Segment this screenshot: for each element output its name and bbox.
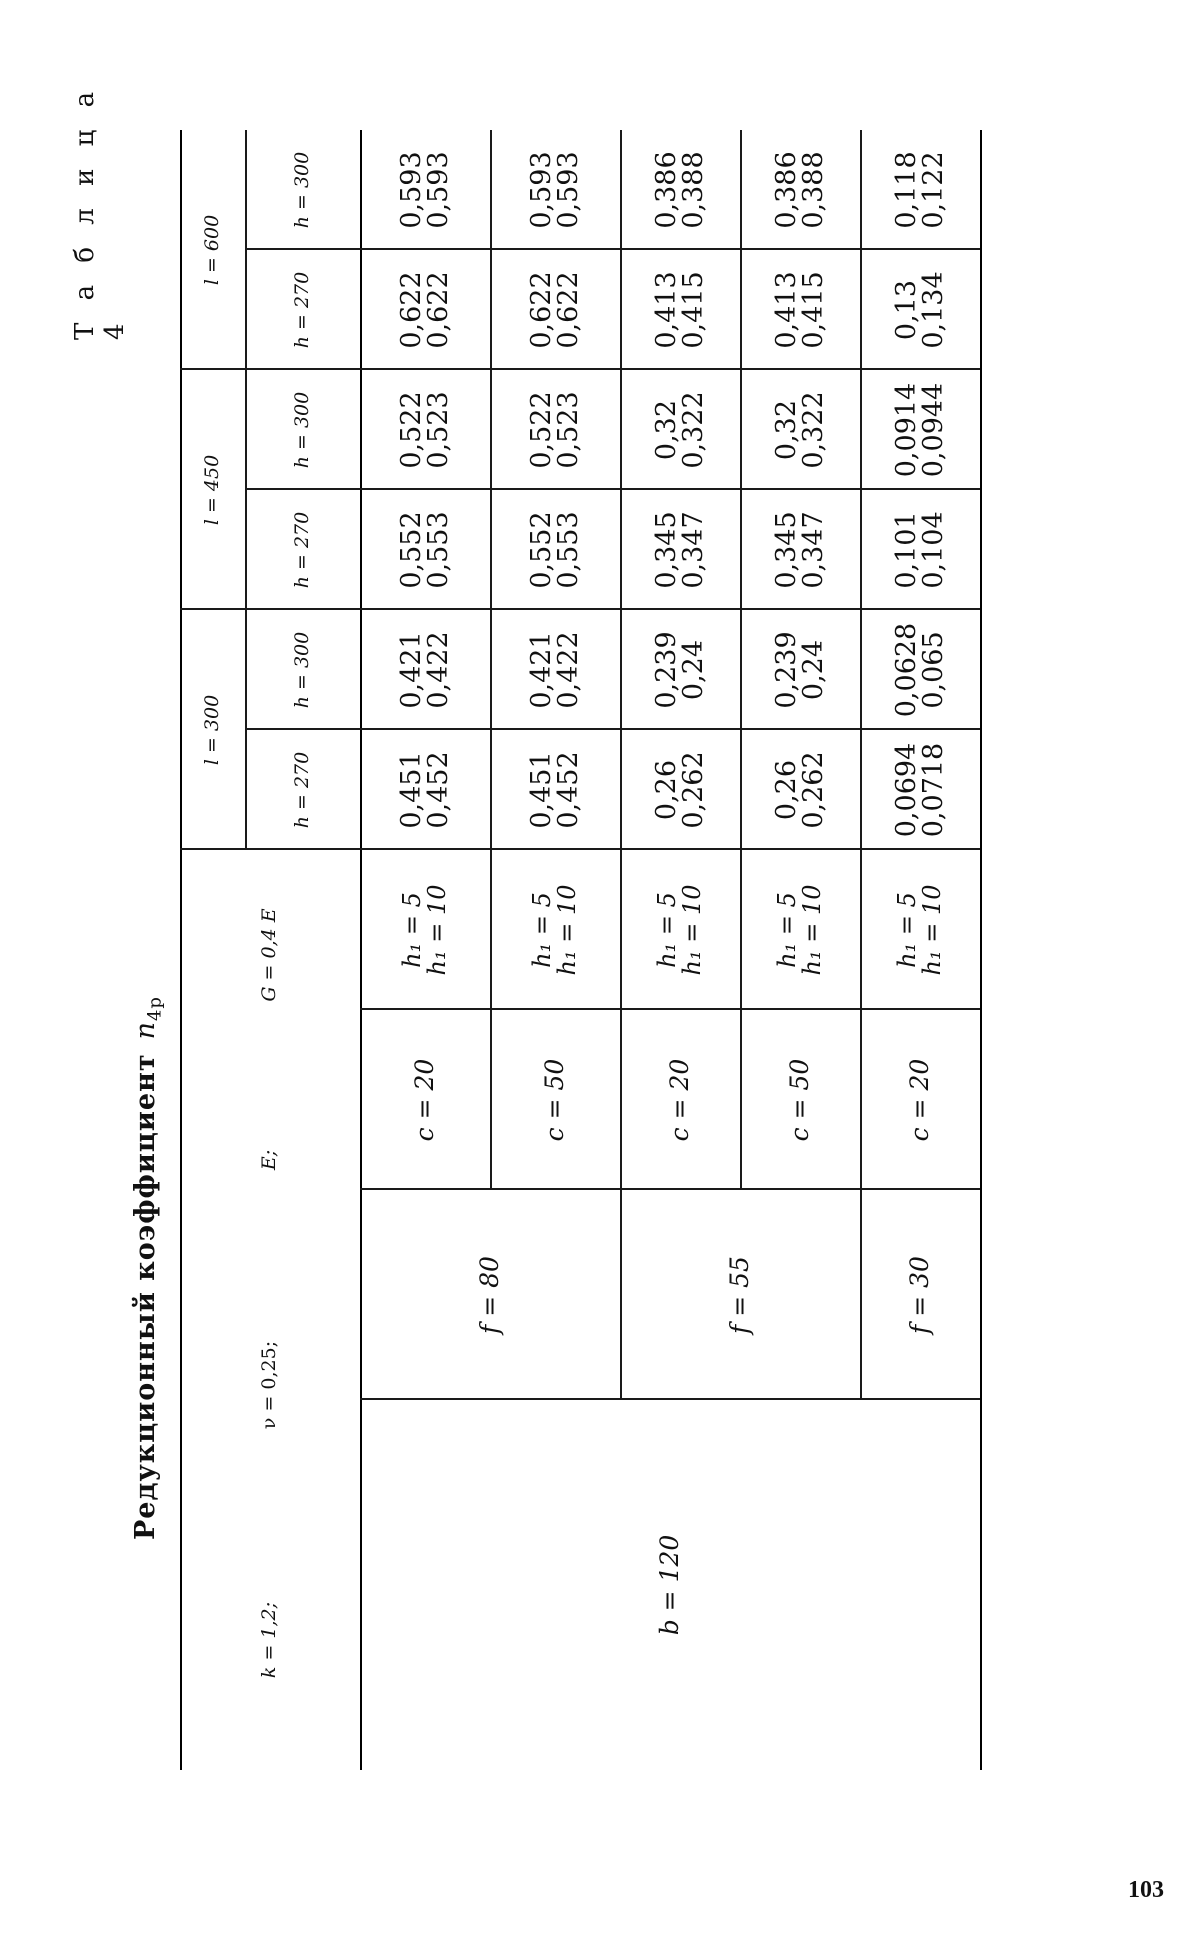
l-group-header: l = 600 <box>200 214 223 286</box>
value-h1-10: 0,0944 <box>918 382 949 478</box>
title-symbol: $n_{4р}$ <box>130 996 166 1040</box>
value-pair <box>773 271 827 348</box>
value-h1-5: 0,413 <box>771 271 802 349</box>
value-pair <box>398 511 452 588</box>
value-h1-10: 0,347 <box>798 511 829 589</box>
value-cell <box>860 730 980 850</box>
h1-value-5: h₁ = 5 <box>772 892 801 968</box>
h1-value-10: h₁ = 10 <box>553 884 581 976</box>
c-label: c = 50 <box>784 1058 814 1142</box>
value-h1-10: 0,065 <box>918 631 949 709</box>
c-label: c = 50 <box>539 1058 569 1142</box>
value-h1-5: 0,622 <box>526 271 557 349</box>
h1-values <box>490 850 620 1010</box>
value-cell <box>860 370 980 490</box>
value-h1-5: 0,13 <box>891 279 922 341</box>
h1-value-10: h₁ = 10 <box>423 884 451 976</box>
value-pair <box>398 751 452 828</box>
value-h1-10: 0,0718 <box>918 742 949 838</box>
f-label: f = 55 <box>724 1256 754 1334</box>
value-pair <box>653 271 707 348</box>
value-cell <box>490 130 620 250</box>
value-cell <box>490 490 620 610</box>
param-g: G = 0,4 E <box>258 908 281 1002</box>
c-label: c = 20 <box>904 1058 934 1142</box>
h1-pair <box>397 884 451 976</box>
h1-pair <box>652 884 706 976</box>
value-cell <box>360 730 490 850</box>
value-h1-10: 0,24 <box>798 639 829 701</box>
value-cell <box>490 370 620 490</box>
value-h1-10: 0,553 <box>423 511 454 589</box>
h-column-header: h = 270 <box>290 271 313 349</box>
h-column-header: h = 300 <box>290 631 313 709</box>
h1-values <box>620 850 740 1010</box>
value-h1-10: 0,388 <box>798 151 829 229</box>
h1-values <box>860 850 980 1010</box>
value-pair <box>893 271 947 348</box>
h1-value-10: h₁ = 10 <box>678 884 706 976</box>
value-h1-10: 0,262 <box>798 751 829 829</box>
value-h1-10: 0,322 <box>678 391 709 469</box>
value-cell <box>860 250 980 370</box>
value-cell <box>360 130 490 250</box>
value-pair <box>653 751 707 828</box>
value-h1-10: 0,262 <box>678 751 709 829</box>
value-pair <box>528 151 582 228</box>
value-h1-5: 0,593 <box>526 151 557 229</box>
f-label: f = 30 <box>904 1256 934 1334</box>
value-cell <box>360 490 490 610</box>
param-k: k = 1,2; <box>258 1601 281 1679</box>
h1-value-5: h₁ = 5 <box>892 892 921 968</box>
value-pair <box>773 151 827 228</box>
value-cell <box>620 490 740 610</box>
value-h1-5: 0,522 <box>526 391 557 469</box>
value-pair <box>773 631 827 708</box>
value-h1-10: 0,122 <box>918 151 949 229</box>
value-h1-5: 0,345 <box>651 511 682 589</box>
value-cell <box>740 250 860 370</box>
value-h1-10: 0,523 <box>423 391 454 469</box>
page-number: 103 <box>1128 1877 1164 1903</box>
l-group-header: l = 450 <box>200 454 223 526</box>
value-h1-10: 0,622 <box>423 271 454 349</box>
value-h1-10: 0,622 <box>553 271 584 349</box>
value-h1-5: 0,26 <box>651 759 682 821</box>
h1-value-5: h₁ = 5 <box>527 892 556 968</box>
value-cell <box>360 250 490 370</box>
value-h1-5: 0,239 <box>651 631 682 709</box>
value-h1-5: 0,386 <box>771 151 802 229</box>
value-h1-5: 0,451 <box>396 751 427 829</box>
value-h1-10: 0,104 <box>918 511 949 589</box>
h1-values <box>360 850 490 1010</box>
value-h1-10: 0,24 <box>678 639 709 701</box>
h1-value-10: h₁ = 10 <box>918 884 946 976</box>
value-pair <box>893 743 947 837</box>
table-title <box>130 996 165 1540</box>
value-h1-10: 0,452 <box>553 751 584 829</box>
value-cell <box>620 250 740 370</box>
value-cell <box>620 370 740 490</box>
c-label: c = 20 <box>409 1058 439 1142</box>
value-cell <box>740 610 860 730</box>
value-h1-10: 0,523 <box>553 391 584 469</box>
c-label: c = 20 <box>664 1058 694 1142</box>
value-pair <box>528 511 582 588</box>
value-h1-5: 0,118 <box>891 151 922 229</box>
value-cell <box>740 730 860 850</box>
h-column-header: h = 300 <box>290 391 313 469</box>
h1-value-5: h₁ = 5 <box>652 892 681 968</box>
h-column-header: h = 270 <box>290 751 313 829</box>
h1-values <box>740 850 860 1010</box>
value-pair <box>653 631 707 708</box>
value-h1-10: 0,593 <box>423 151 454 229</box>
value-pair <box>528 271 582 348</box>
value-pair <box>653 391 707 468</box>
value-h1-5: 0,421 <box>396 631 427 709</box>
value-h1-5: 0,413 <box>651 271 682 349</box>
value-h1-5: 0,552 <box>396 511 427 589</box>
value-cell <box>860 130 980 250</box>
value-h1-5: 0,552 <box>526 511 557 589</box>
h1-pair <box>892 884 946 976</box>
value-h1-5: 0,26 <box>771 759 802 821</box>
value-cell <box>490 250 620 370</box>
value-h1-5: 0,522 <box>396 391 427 469</box>
value-h1-10: 0,134 <box>918 271 949 349</box>
value-pair <box>398 271 452 348</box>
h-column-header: h = 300 <box>290 151 313 229</box>
value-h1-5: 0,451 <box>526 751 557 829</box>
f-label: f = 80 <box>474 1256 504 1334</box>
value-h1-10: 0,415 <box>798 271 829 349</box>
value-cell <box>860 490 980 610</box>
value-cell <box>490 730 620 850</box>
h1-value-10: h₁ = 10 <box>798 884 826 976</box>
value-pair <box>893 623 947 717</box>
value-h1-5: 0,0694 <box>891 742 922 838</box>
h1-pair <box>527 884 581 976</box>
value-h1-10: 0,347 <box>678 511 709 589</box>
h1-pair <box>772 884 826 976</box>
h-column-header: h = 270 <box>290 511 313 589</box>
value-h1-5: 0,386 <box>651 151 682 229</box>
value-pair <box>398 391 452 468</box>
value-h1-10: 0,422 <box>553 631 584 709</box>
table-hline <box>980 130 982 1770</box>
value-cell <box>360 610 490 730</box>
value-cell <box>740 370 860 490</box>
value-pair <box>653 511 707 588</box>
value-pair <box>528 391 582 468</box>
value-cell <box>620 610 740 730</box>
value-pair <box>398 631 452 708</box>
value-pair <box>528 631 582 708</box>
value-h1-5: 0,345 <box>771 511 802 589</box>
value-cell <box>860 610 980 730</box>
value-h1-10: 0,322 <box>798 391 829 469</box>
value-h1-5: 0,239 <box>771 631 802 709</box>
value-h1-5: 0,101 <box>891 511 922 589</box>
value-h1-10: 0,593 <box>553 151 584 229</box>
value-cell <box>490 610 620 730</box>
value-pair <box>893 511 947 588</box>
rotated-page <box>20 80 1120 1890</box>
l-group-header: l = 300 <box>200 694 223 766</box>
value-pair <box>528 751 582 828</box>
value-pair <box>773 511 827 588</box>
value-cell <box>360 370 490 490</box>
value-h1-10: 0,422 <box>423 631 454 709</box>
title-text: Редукционный коэффициент <box>130 1053 161 1540</box>
value-pair <box>893 151 947 228</box>
value-cell <box>740 130 860 250</box>
value-h1-5: 0,32 <box>771 399 802 461</box>
reduction-coefficient-table <box>180 100 1020 1770</box>
value-pair <box>653 151 707 228</box>
value-h1-5: 0,421 <box>526 631 557 709</box>
value-cell <box>620 130 740 250</box>
value-pair <box>773 391 827 468</box>
param-nu: ν = 0,25; <box>258 1340 281 1430</box>
value-h1-10: 0,452 <box>423 751 454 829</box>
value-h1-5: 0,0914 <box>891 382 922 478</box>
value-pair <box>773 751 827 828</box>
value-h1-10: 0,388 <box>678 151 709 229</box>
value-h1-5: 0,32 <box>651 399 682 461</box>
h1-value-5: h₁ = 5 <box>397 892 426 968</box>
value-pair <box>398 151 452 228</box>
value-pair <box>893 383 947 477</box>
value-cell <box>620 730 740 850</box>
value-h1-10: 0,553 <box>553 511 584 589</box>
table-caption: Т а б л и ц а 4 <box>70 84 130 340</box>
value-h1-5: 0,0628 <box>891 622 922 718</box>
value-h1-5: 0,593 <box>396 151 427 229</box>
value-h1-5: 0,622 <box>396 271 427 349</box>
value-h1-10: 0,415 <box>678 271 709 349</box>
param-e: E; <box>258 1149 281 1171</box>
b-label: b = 120 <box>654 1534 684 1636</box>
value-cell <box>740 490 860 610</box>
